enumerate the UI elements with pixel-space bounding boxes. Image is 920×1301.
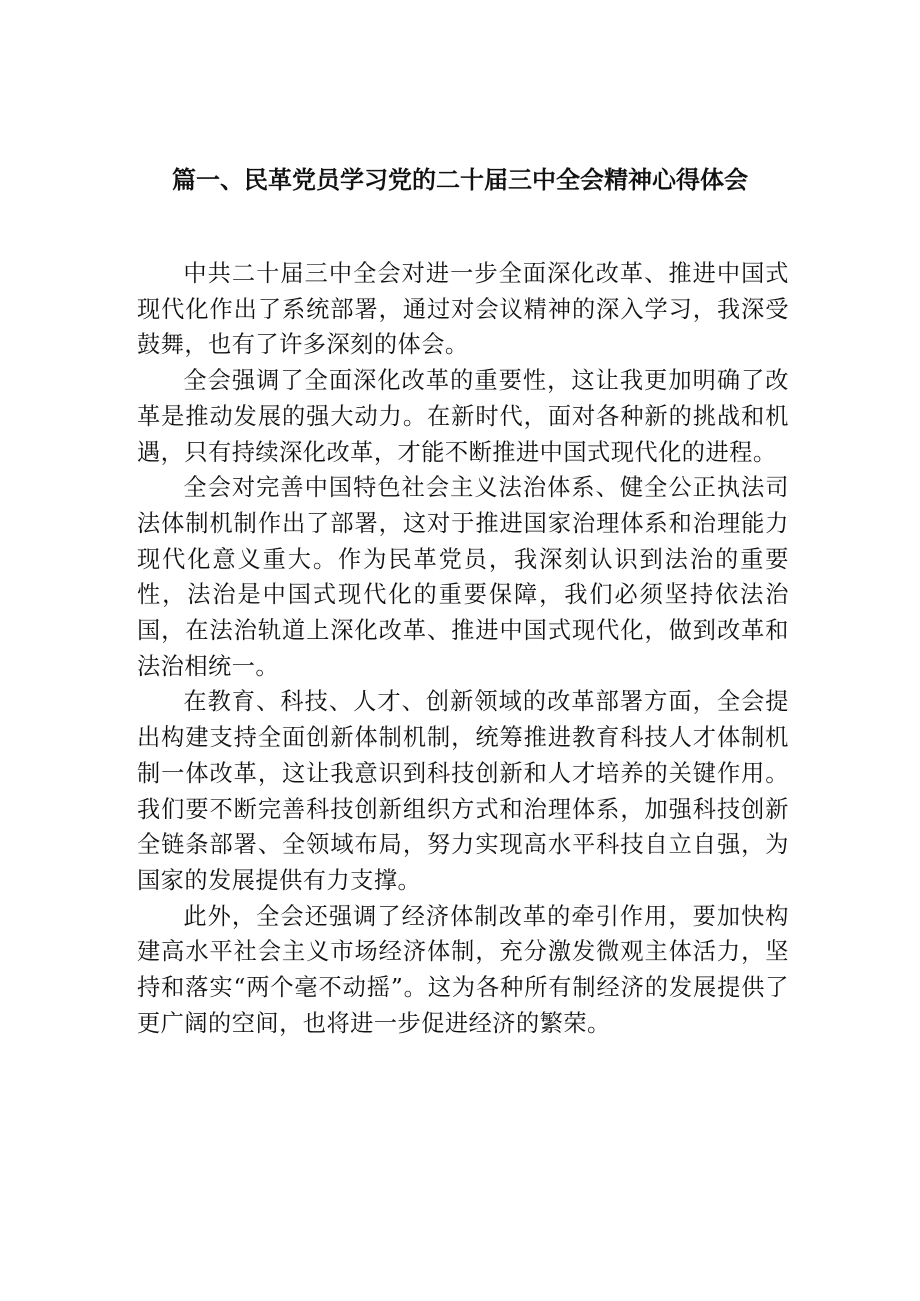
paragraph: 全会对完善中国特色社会主义法治体系、健全公正执法司法体制机制作出了部署，这对于推进国家治理体系和治理能力现代化意义重大。作为民革党员，我深刻认识到法治的重要性，法治是中国式现代化的重要保障，我们必须坚持依法治国，在法治轨道上深化改革、推进中国式现代化，做到改革和法治相统一。 <box>137 474 789 680</box>
paragraph: 在教育、科技、人才、创新领域的改革部署方面，全会提出构建支持全面创新体制机制，统筹推进教育科技人才体制机制一体改革，这让我意识到科技创新和人才培养的关键作用。我们要不断完善科技创新组织方式和治理体系，加强科技创新全链条部署、全领域布局，努力实现高水平科技自立自强，为国家的发展提供有力支撑。 <box>137 688 789 894</box>
paragraph: 全会强调了全面深化改革的重要性，这让我更加明确了改革是推动发展的强大动力。在新时代，面对各种新的挑战和机遇，只有持续深化改革，才能不断推进中国式现代化的进程。 <box>137 367 789 466</box>
document-body <box>137 256 789 1041</box>
document-title: 篇一、民革党员学习党的二十届三中全会精神心得体会 <box>172 166 748 194</box>
paragraph: 中共二十届三中全会对进一步全面深化改革、推进中国式现代化作出了系统部署，通过对会议精神的深入学习，我深受鼓舞，也有了许多深刻的体会。 <box>137 260 789 359</box>
paragraph: 此外，全会还强调了经济体制改革的牵引作用，要加快构建高水平社会主义市场经济体制，充分激发微观主体活力，坚持和落实“两个毫不动摇”。这为各种所有制经济的发展提供了更广阔的空间，也将进一步促进经济的繁荣。 <box>137 902 789 1037</box>
